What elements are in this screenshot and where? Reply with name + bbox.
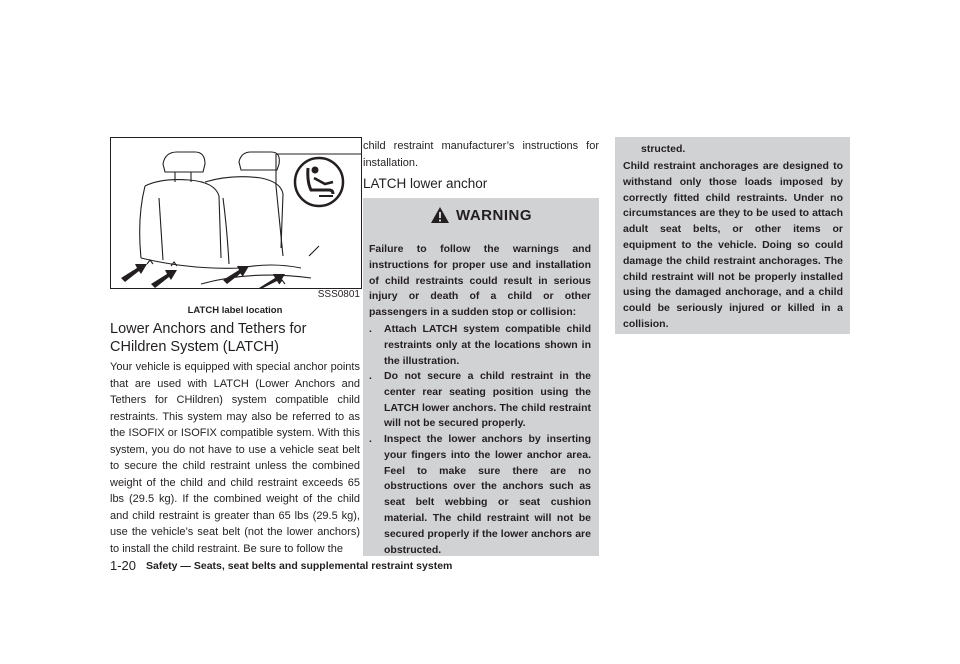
- latch-body-text: Your vehicle is equipped with special anchor points that are used with LATCH (Lower Anchors and Tethers for CHildren) system compatible child restraints. This system may also be referred to as the ISOFIX or ISOFIX compatible system. With this system, you do not have to use a vehicle seat belt to secure the child restraint unless the combined weight of the child and child restraint exceeds 65 lbs (29.5 kg). If the combined weight of the child and child restraint is greater than 65 lbs (29.5 kg), use the vehicle’s seat belt (not the lower anchors) to install the child restraint. Be sure to follow the: [110, 361, 360, 555]
- warning-lead-text: Failure to follow the warnings and instructions for proper use and installation of child restraints could result in serious injury or death of a child or other passengers in a sudden stop or collision:: [369, 243, 591, 319]
- bullet-marker: .: [369, 433, 372, 445]
- warning-bullet: [369, 432, 591, 558]
- warning-title: WARNING: [456, 206, 532, 224]
- section-heading-latch: Lower Anchors and Tethers for CHildren System (LATCH): [110, 321, 307, 355]
- figure-caption: LATCH label location: [187, 305, 283, 316]
- anchorage-warning-text: Child restraint anchorages are designed to withstand only those loads imposed by correctly fitted child restraints. Under no circumstances are they to be used to attach adult seat belts, or other items or equipment to the vehicle. Doing so could damage the child restraint anchorages. The child restraint will not be properly installed using the damaged anchorage, and a child could be seriously injured or killed in a collision.: [623, 160, 843, 330]
- subheading-lower-anchor: LATCH lower anchor: [363, 176, 488, 191]
- child-seat-anchor-icon: [295, 158, 343, 206]
- latch-label-illustration: [110, 137, 362, 289]
- bullet-text: Do not secure a child restraint in the center rear seating position using the LATCH lower anchors. The child restraint will not be secured properly.: [384, 370, 591, 430]
- figure-code: SSS0801: [317, 289, 360, 300]
- warning-triangle-icon: [430, 206, 450, 224]
- bullet-text: Inspect the lower anchors by inserting your fingers into the lower anchor area. Feel to make sure there are no obstructions over the anchors such as seat belt webbing or seat cushion material. The child restraint will not be secured properly if the lower anchors are obstructed.: [384, 433, 591, 556]
- warning-bullet: [369, 369, 591, 432]
- continued-word: structed.: [641, 143, 686, 155]
- warning-bullet: [369, 322, 591, 369]
- bullet-marker: .: [369, 370, 372, 382]
- footer-section-title: Safety — Seats, seat belts and supplemental restraint system: [146, 560, 453, 572]
- warning-header: [363, 198, 599, 232]
- bullet-text: Attach LATCH system compatible child restraints only at the locations shown in the illustration.: [384, 323, 591, 367]
- installation-continuation-text: child restraint manufacturer’s instructions for installation.: [363, 140, 599, 169]
- page-number: 1-20: [110, 558, 137, 573]
- bullet-marker: .: [369, 323, 372, 335]
